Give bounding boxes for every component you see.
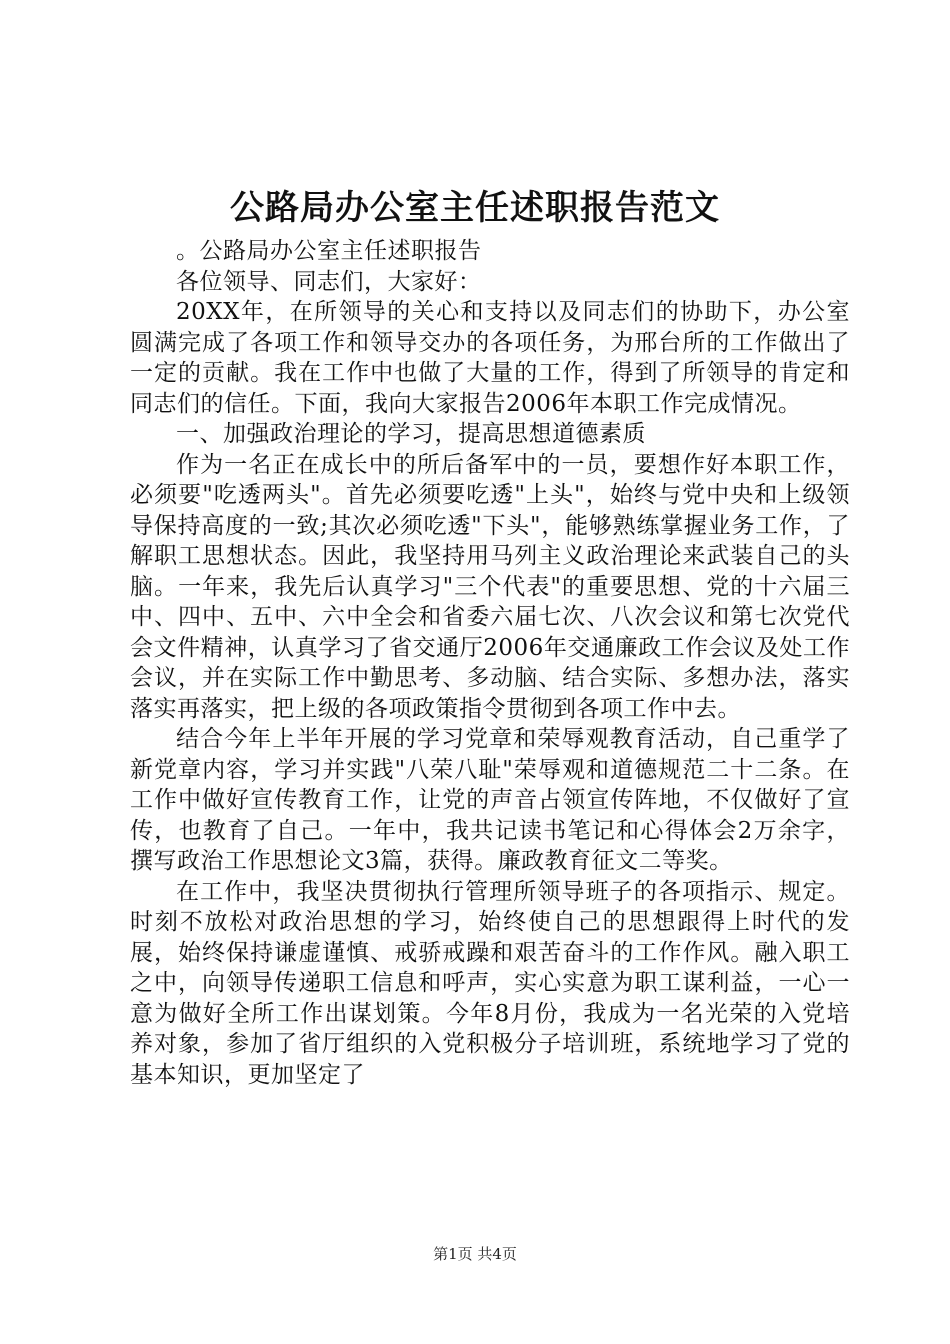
document-title: 公路局办公室主任述职报告范文 [230, 188, 720, 228]
paragraph: 20XX年，在所领导的关心和支持以及同志们的协助下，办公室圆满完成了各项工作和领导交办的各项任务，为邢台所的工作做出了一定的贡献。我在工作中也做了大量的工作，得到了所领导的肯定和同志们的信任。下面，我向大家报告2006年本职工作完成情况。 [130, 299, 850, 417]
paragraph: 。公路局办公室主任述职报告 [176, 238, 482, 264]
paragraph: 在工作中，我坚决贯彻执行管理所领导班子的各项指示、规定。时刻不放松对政治思想的学习，始终使自己的思想跟得上时代的发展，始终保持谦虚谨慎、戒骄戒躁和艰苦奋斗的工作作风。融入职工之中，向领导传递职工信息和呼声，实心实意为职工谋利益，一心一意为做好全所工作出谋划策。今年8月份，我成为一名光荣的入党培养对象，参加了省厅组织的入党积极分子培训班，系统地学习了党的基本知识，更加坚定了 [130, 878, 850, 1088]
paragraph: 各位领导、同志们，大家好： [176, 268, 482, 295]
document-body [130, 236, 850, 1090]
paragraph: 作为一名正在成长中的所后备军中的一员，要想作好本职工作，必须要"吃透两头"。首先必须要吃透"上头"，始终与党中央和上级领导保持高度的一致;其次必须吃透"下头"，能够熟练掌握业务工作，了解职工思想状态。因此，我坚持用马列主义政治理论来武装自己的头脑。一年来，我先后认真学习"三个代表"的重要思想、党的十六届三中、四中、五中、六中全会和省委六届七次、八次会议和第七次党代会文件精神，认真学习了省交通厅2006年交通廉政工作会议及处工作会议，并在实际工作中勤思考、多动脑、结合实际、多想办法，落实落实再落实，把上级的各项政策指令贯彻到各项工作中去。 [130, 451, 850, 722]
paragraph: 结合今年上半年开展的学习党章和荣辱观教育活动，自己重学了新党章内容，学习并实践"八荣八耻"荣辱观和道德规范二十二条。在工作中做好宣传教育工作，让党的声音占领宣传阵地，不仅做好了宣传，也教育了自己。一年中，我共记读书笔记和心得体会2万余字，撰写政治工作思想论文3篇，获得。廉政教育征文二等奖。 [130, 726, 850, 874]
section-heading: 一、加强政治理论的学习，提高思想道德素质 [176, 421, 646, 447]
page-number: 第1页 共4页 [433, 1245, 517, 1263]
